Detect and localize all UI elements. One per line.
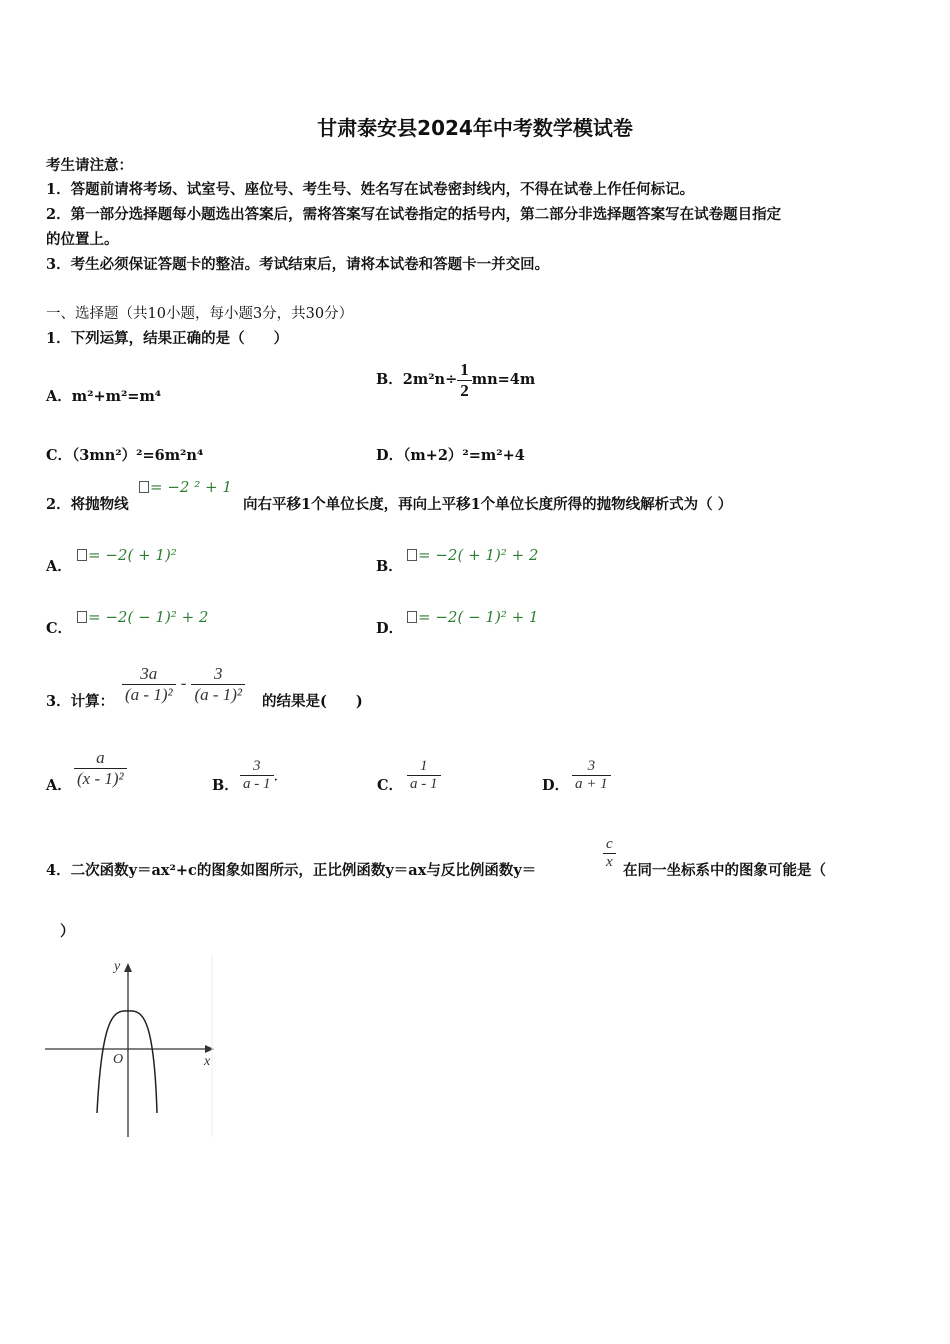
q2-option-b-label: B． — [376, 558, 403, 575]
q2-formula — [138, 478, 232, 496]
q4-fraction-den: x — [603, 853, 616, 871]
q4-stem-post: 在同一坐标系中的图象可能是（ — [623, 862, 826, 879]
q2-option-d-label: D． — [376, 620, 404, 637]
missing-glyph-icon — [77, 549, 87, 561]
notice-item-2: 2．第一部分选择题每小题选出答案后，需将答案写在试卷指定的括号内，第二部分非选择题答案写在试卷题目指定 — [46, 206, 782, 223]
q2-formula-text: = −2 ² + 1 — [150, 478, 232, 496]
q3-option-d-label: D． — [542, 777, 570, 794]
q4-fraction-cx — [603, 836, 616, 872]
q3-option-d-num: 3 — [587, 758, 596, 774]
q1-option-b-num: 1 — [460, 360, 469, 379]
q3-option-b-fraction — [240, 758, 274, 794]
q2-option-a-label: A． — [46, 558, 72, 575]
q2-stem-pre: 2．将抛物线 — [46, 496, 129, 513]
q2-stem-post: 向右平移1个单位长度，再向上平移1个单位长度所得的抛物线解析式为（ ） — [243, 496, 733, 513]
q1-option-c-label: C． — [46, 447, 73, 464]
q3-fraction-2-num: 3 — [214, 664, 223, 683]
notice-item-3: 3．考生必须保证答题卡的整洁。考试结束后，请将本试卷和答题卡一并交回。 — [46, 256, 550, 273]
q1-option-a-label: A． — [46, 388, 72, 405]
q3-option-b-tail: . — [273, 768, 279, 785]
q3-option-a-num: a — [96, 748, 105, 767]
q1-option-d-label: D． — [376, 447, 404, 464]
q2-option-a-text: = −2( + 1)² — [88, 546, 177, 564]
q1-option-b-den: 2 — [457, 380, 472, 401]
q2-option-c-expr — [76, 608, 208, 626]
parabola-curve — [97, 1011, 157, 1113]
q1-option-a-expr: m²+m²=m⁴ — [71, 388, 162, 405]
q1-option-d — [376, 444, 525, 465]
origin-label: O — [113, 1052, 124, 1067]
q4-stem-pre: 4．二次函数y＝ax²+c的图象如图所示，正比例函数y＝ax与反比例函数y＝ — [46, 862, 537, 879]
q3-stem-post: 的结果是( ) — [262, 693, 363, 710]
q3-option-c-label: C． — [377, 777, 404, 794]
q2-option-a-expr — [76, 546, 177, 564]
q2-option-d-expr — [406, 608, 538, 626]
q1-option-c-expr: （3mn²）²=6m²n⁴ — [72, 447, 204, 464]
q3-option-a-den: (x - 1)² — [74, 768, 127, 789]
q3-minus: - — [180, 673, 187, 693]
q3-fraction-2 — [191, 664, 245, 704]
q1-option-b-fraction — [457, 360, 472, 400]
q3-fraction-1 — [122, 664, 176, 704]
q3-option-d-den: a + 1 — [572, 775, 611, 793]
notice-item-1: 1．答题前请将考场、试室号、座位号、考生号、姓名写在试卷密封线内，不得在试卷上作任何标记。 — [46, 181, 695, 198]
q3-fraction-1-den: (a - 1)² — [122, 684, 176, 705]
q3-option-c-den: a - 1 — [407, 775, 441, 793]
y-axis-label: y — [114, 959, 121, 974]
q2-option-c-text: = −2( − 1)² + 2 — [88, 608, 209, 626]
q4-fraction-num: c — [606, 836, 613, 852]
x-axis-label: x — [204, 1054, 211, 1069]
q1-option-b-pre: 2m²n÷ — [402, 371, 458, 389]
q3-fraction-1-num: 3a — [140, 664, 158, 683]
x-axis-arrow-icon — [205, 1045, 214, 1053]
y-axis-arrow-icon — [124, 963, 132, 972]
missing-glyph-icon — [139, 481, 149, 493]
page-title: 甘肃泰安县2024年中考数学模试卷 — [317, 116, 633, 140]
q3-option-b-label: B． — [212, 777, 239, 794]
q4-fraction — [603, 836, 616, 872]
q2-option-b-expr — [406, 546, 538, 564]
q3-option-c-fraction — [407, 758, 441, 794]
notice-heading: 考生请注意： — [46, 157, 133, 174]
q3-option-d-expr — [572, 758, 611, 794]
q3-option-b-den: a - 1 — [240, 775, 274, 793]
parabola-graph — [40, 955, 220, 1145]
q3-option-a-label: A． — [46, 777, 72, 794]
q1-option-a — [46, 385, 161, 406]
q3-option-b-expr — [240, 758, 278, 794]
q1-option-d-expr: （m+2）²=m²+4 — [403, 447, 525, 464]
q1-option-b-post: mn=4m — [471, 371, 536, 389]
missing-glyph-icon — [407, 549, 417, 561]
q2-option-d-text: = −2( − 1)² + 1 — [418, 608, 539, 626]
q3-option-a-fraction — [74, 748, 127, 788]
q1-option-b-label: B． — [376, 371, 403, 389]
q2-option-c-label: C． — [46, 620, 73, 637]
q3-option-c-expr — [407, 758, 441, 794]
missing-glyph-icon — [77, 611, 87, 623]
q3-stem-pre: 3．计算： — [46, 693, 115, 710]
q3-option-c-num: 1 — [420, 758, 428, 774]
q3-fraction-2-den: (a - 1)² — [191, 684, 245, 705]
q2-option-b-text: = −2( + 1)² + 2 — [418, 546, 539, 564]
notice-item-2-cont: 的位置上。 — [46, 231, 119, 248]
missing-glyph-icon — [407, 611, 417, 623]
q1-option-b — [376, 360, 535, 400]
q1-option-c — [46, 444, 203, 465]
q4-stem-close: ） — [60, 923, 75, 940]
section-heading: 一、选择题（共10小题，每小题3分，共30分） — [46, 306, 354, 322]
q3-expression — [122, 664, 245, 704]
q3-option-b-num: 3 — [253, 758, 261, 774]
q3-option-a-expr — [74, 748, 127, 788]
q1-stem: 1．下列运算，结果正确的是（ ） — [46, 330, 289, 347]
q3-option-d-fraction — [572, 758, 611, 794]
